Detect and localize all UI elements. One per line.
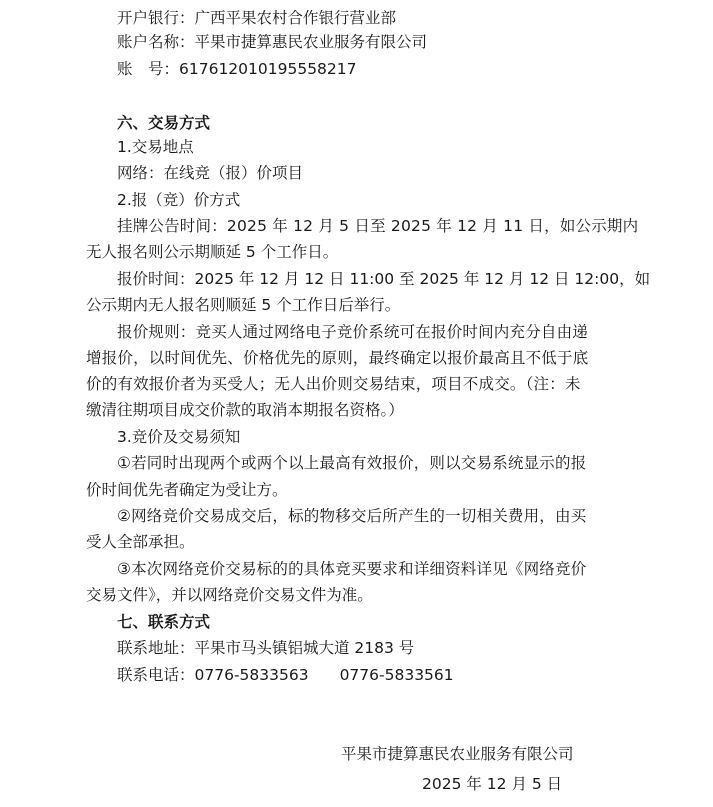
notice-1-line-1: ①若同时出现两个或两个以上最高有效报价，则以交易系统显示的报 (117, 454, 587, 472)
section-7-heading: 七、联系方式 (117, 613, 211, 631)
contact-address-line: 联系地址：平果市马头镇铝城大道 2183 号 (117, 639, 415, 657)
quote-time-line-2: 公示期内无人报名则顺延 5 个工作日后举行。 (86, 296, 401, 314)
notice-3-line-2: 交易文件》，并以网络竞价交易文件为准。 (86, 586, 373, 604)
account-name-line: 账户名称：平果市捷算惠民农业服务有限公司 (117, 33, 428, 51)
quote-rules-line-3: 价的有效报价者为买受人；无人出价则交易结束，项目不成交。（注：未 (86, 375, 581, 393)
account-number-line: 账 号：617612010195558217 (117, 60, 357, 78)
notice-2-line-1: ②网络竞价交易成交后，标的物移交后所产生的一切相关费用，由买 (117, 507, 587, 525)
notice-2-line-2: 受人全部承担。 (86, 533, 195, 551)
notice-3-line-1: ③本次网络竞价交易标的的具体竞买要求和详细资料详见《网络竞价 (117, 560, 587, 578)
signature-date: 2025 年 12 月 5 日 (422, 775, 563, 793)
signature-company: 平果市捷算惠民农业服务有限公司 (341, 745, 574, 763)
section-6-sub1-title: 1.交易地点 (117, 138, 194, 156)
section-6-sub1-text: 网络：在线竞（报）价项目 (117, 164, 304, 182)
quote-rules-line-4: 缴清往期项目成交价款的取消本期报名资格。） (86, 401, 404, 419)
quote-time-line-1: 报价时间：2025 年 12 月 12 日 11:00 至 2025 年 12 月 12 日 12:00，如 (117, 270, 651, 288)
bank-line: 开户银行：广西平果农村合作银行营业部 (117, 9, 397, 27)
notice-1-line-2: 价时间优先者确定为受让方。 (86, 481, 288, 499)
quote-rules-line-1: 报价规则：竞买人通过网络电子竞价系统可在报价时间内充分自由递 (117, 323, 589, 341)
section-6-sub3-title: 3.竞价及交易须知 (117, 428, 241, 446)
listing-time-line-1: 挂牌公告时间：2025 年 12 月 5 日至 2025 年 12 月 11 日，如公示期内 (117, 217, 639, 235)
section-6-sub2-title: 2.报（竞）价方式 (117, 191, 241, 209)
quote-rules-line-2: 增报价，以时间优先、价格优先的原则，最终确定以报价最高且不低于底 (86, 349, 589, 367)
section-6-heading: 六、交易方式 (117, 114, 211, 132)
listing-time-line-2: 无人报名则公示期顺延 5 个工作日。 (86, 243, 339, 261)
contact-phone-line: 联系电话：0776-5833563 0776-5833561 (117, 666, 454, 684)
